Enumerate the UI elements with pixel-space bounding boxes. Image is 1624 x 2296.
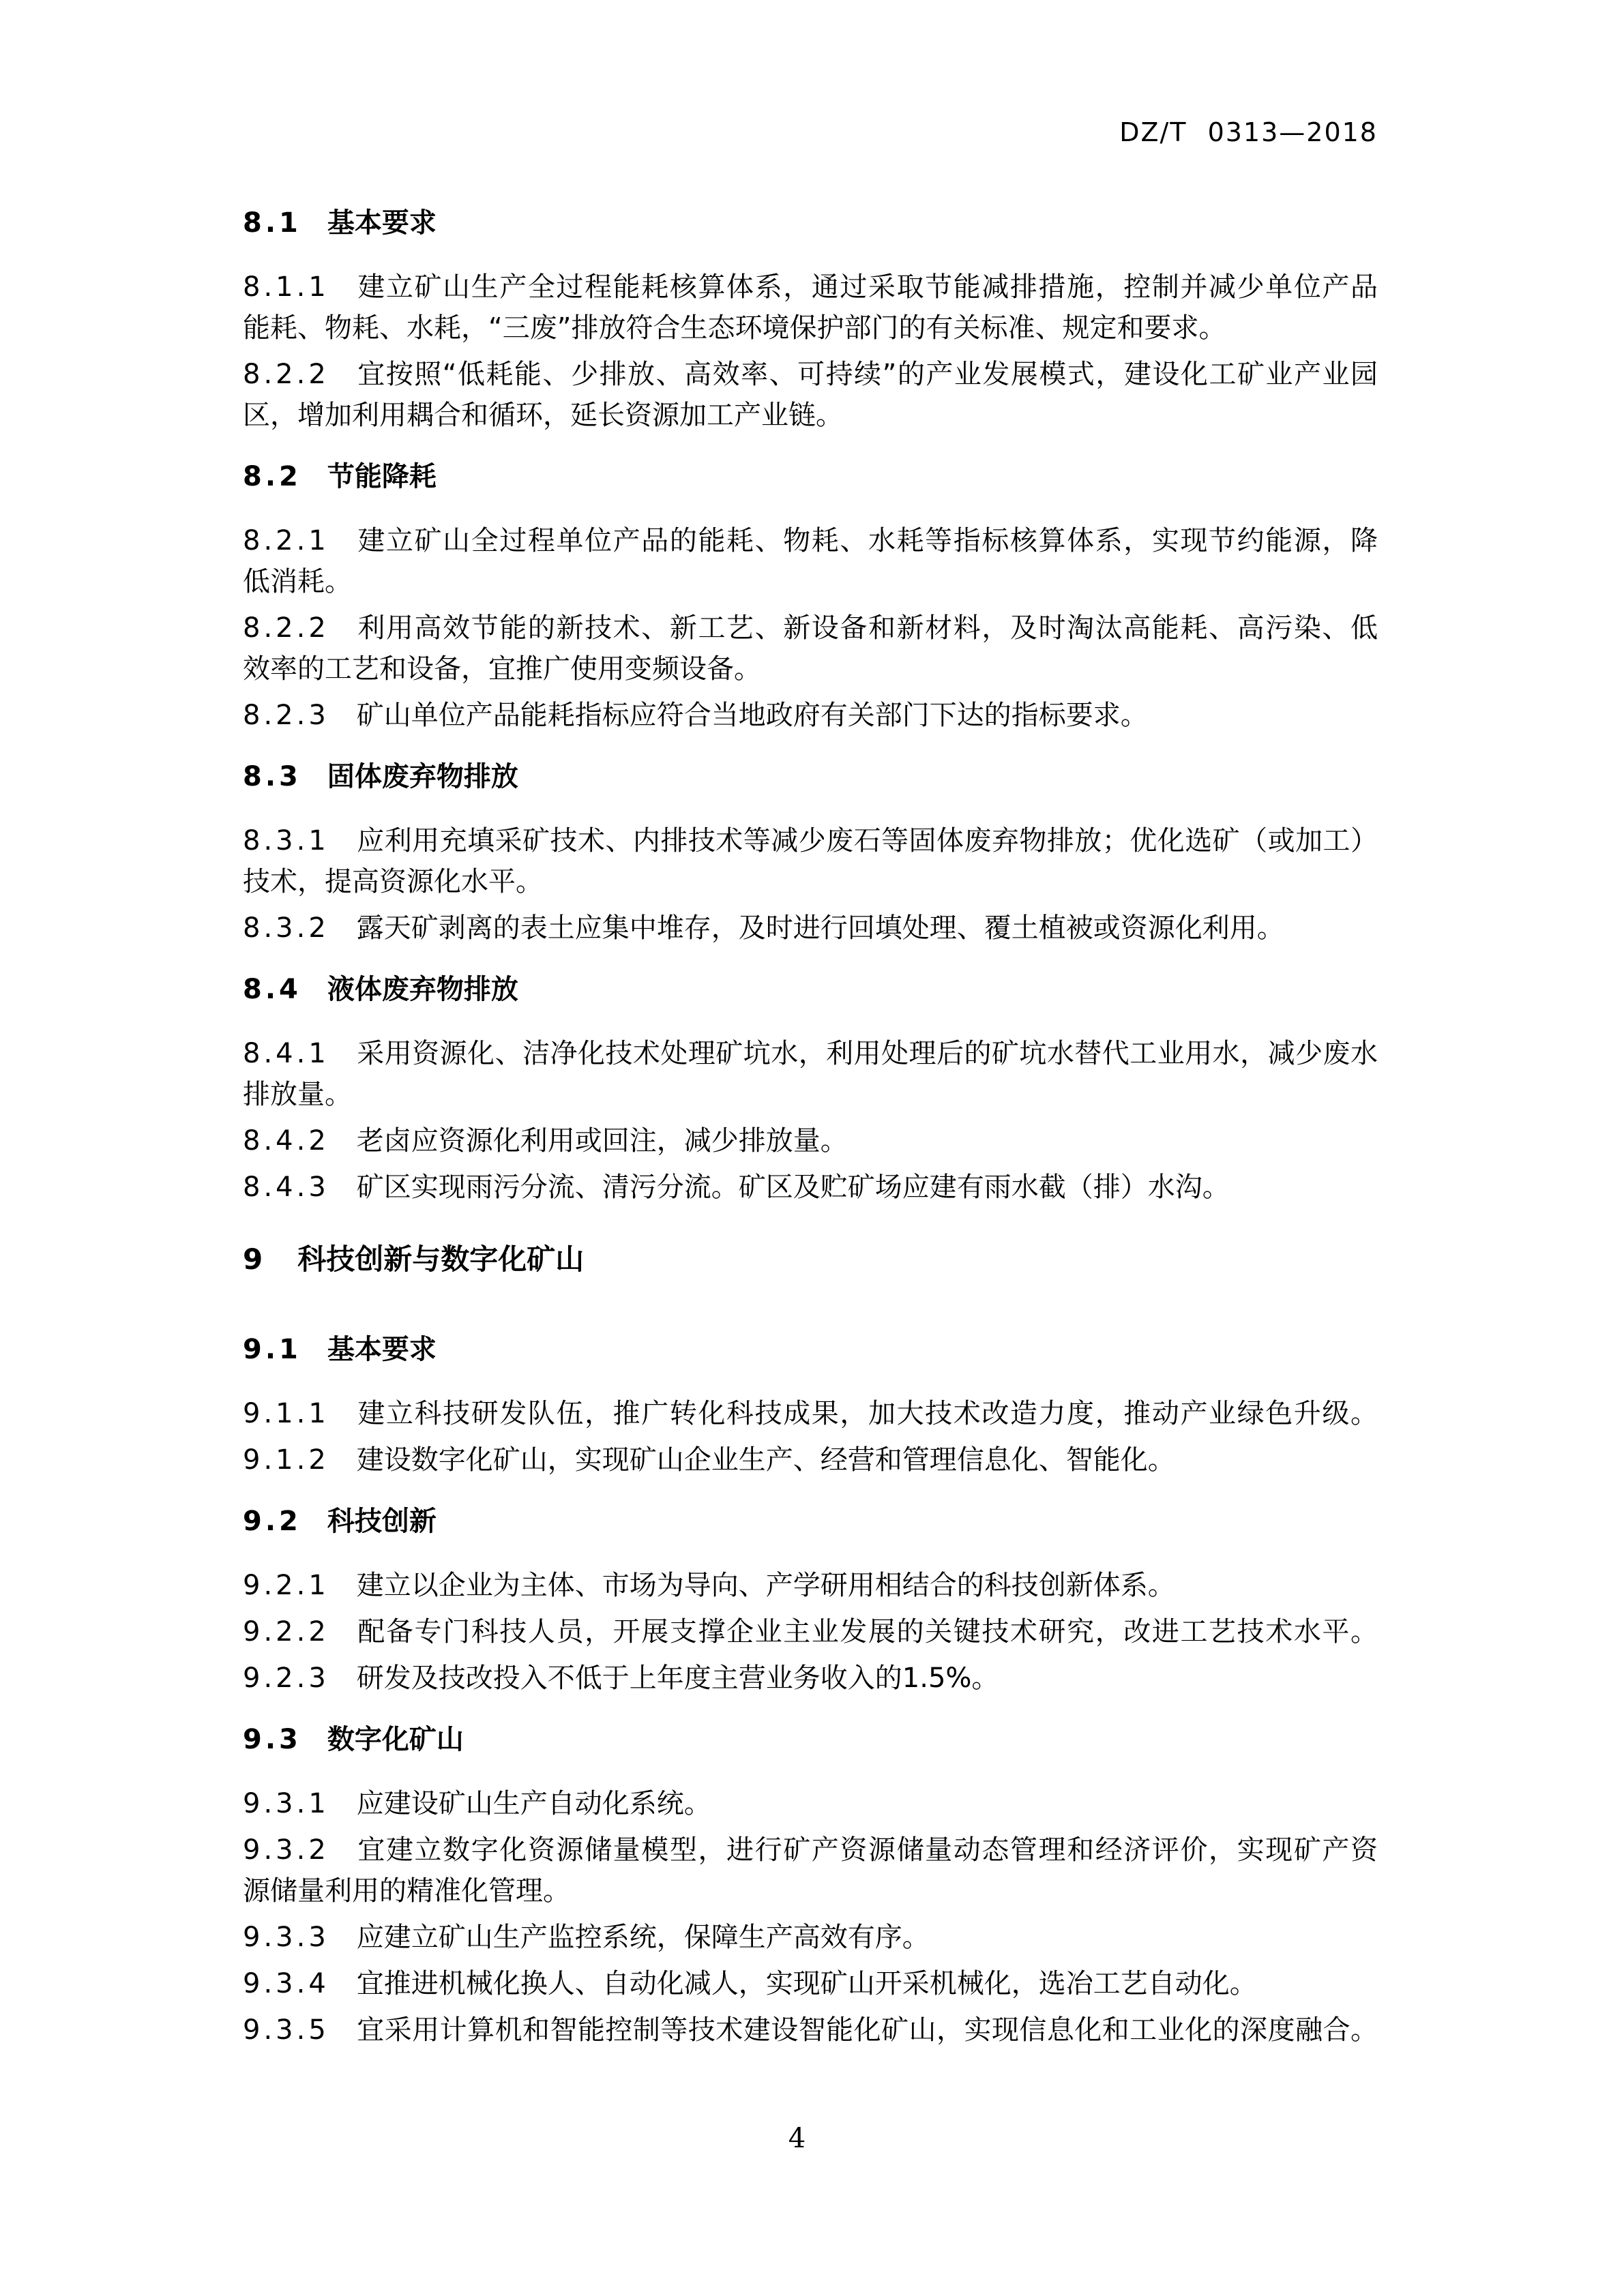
clause-9.3.1 [243, 1783, 1378, 1824]
clause-9.3.3 [243, 1917, 1378, 1958]
document-header [243, 117, 1378, 147]
heading-title: 固体废弃物排放 [327, 761, 518, 792]
clause-line: 8.2.3 矿山单位产品能耗指标应符合当地政府有关部门下达的指标要求。 [243, 700, 1148, 731]
clause-number: 8.3.2 [243, 912, 329, 944]
clause-9.2.3 [243, 1658, 1378, 1699]
clause-number: 8.4.2 [243, 1125, 329, 1157]
heading-title: 基本要求 [327, 207, 437, 239]
clause-line: 9.3.3 应建立矿山生产监控系统，保障生产高效有序。 [243, 1922, 930, 1953]
document-body [243, 207, 1378, 2056]
clause-8.3.1 [243, 820, 1378, 902]
clause-number: 8.1.1 [243, 271, 329, 303]
clause-8.2.3 [243, 695, 1378, 736]
section-heading-9.1 [243, 1333, 1378, 1366]
clause-number: 9.3.5 [243, 2014, 329, 2046]
heading-number: 8.4 [243, 974, 301, 1005]
heading-title: 科技创新与数字化矿山 [297, 1242, 585, 1276]
clause-9.1.1 [243, 1393, 1378, 1434]
clause-8.1.1 [243, 267, 1378, 348]
clause-number: 8.4.3 [243, 1172, 329, 1203]
clause-line: 8.2.2 利用高效节能的新技术、新工艺、新设备和新材料，及时淘汰高能耗、高污染、低 [243, 612, 1378, 644]
clause-number: 9.1.1 [243, 1398, 329, 1429]
section-heading-8.1 [243, 207, 1378, 239]
clause-line: 低消耗。 [243, 566, 352, 597]
clause-number: 9.1.2 [243, 1444, 329, 1476]
clause-9.3.5 [243, 2010, 1378, 2051]
clause-line: 8.3.1 应利用充填采矿技术、内排技术等减少废石等固体废弃物排放；优化选矿（或加工） [243, 825, 1378, 856]
section-heading-9.2 [243, 1505, 1378, 1538]
clause-9.3.4 [243, 1963, 1378, 2004]
clause-line: 9.3.5 宜采用计算机和智能控制等技术建设智能化矿山，实现信息化和工业化的深度融合。 [243, 2014, 1378, 2046]
clause-line: 技术，提高资源化水平。 [243, 866, 543, 897]
clause-line: 9.2.1 建立以企业为主体、市场为导向、产学研用相结合的科技创新体系。 [243, 1570, 1175, 1601]
clause-number: 9.3.4 [243, 1968, 329, 1999]
clause-line: 9.3.2 宜建立数字化资源储量模型，进行矿产资源储量动态管理和经济评价，实现矿产资 [243, 1834, 1378, 1866]
clause-number: 8.2.2 [243, 359, 329, 390]
clause-number: 8.2.3 [243, 700, 329, 731]
clause-line: 9.1.1 建立科技研发队伍，推广转化科技成果，加大技术改造力度，推动产业绿色升级。 [243, 1398, 1378, 1429]
clause-number: 9.3.2 [243, 1834, 329, 1866]
clause-9.2.2 [243, 1611, 1378, 1652]
clause-line: 8.2.1 建立矿山全过程单位产品的能耗、物耗、水耗等指标核算体系，实现节约能源，降 [243, 525, 1378, 556]
clause-line: 9.2.2 配备专门科技人员，开展支撑企业主业发展的关键技术研究，改进工艺技术水平。 [243, 1616, 1378, 1648]
clause-9.2.1 [243, 1565, 1378, 1606]
clause-8.4.3 [243, 1167, 1378, 1208]
heading-number: 8.1 [243, 207, 301, 239]
heading-title: 科技创新 [327, 1506, 437, 1537]
clause-number: 9.2.1 [243, 1570, 329, 1601]
heading-number: 9.1 [243, 1334, 301, 1365]
clause-number: 9.2.3 [243, 1663, 329, 1694]
clause-8.4.2 [243, 1120, 1378, 1161]
clause-number: 8.4.1 [243, 1038, 329, 1069]
section-heading-8.4 [243, 973, 1378, 1006]
clause-line: 8.4.1 采用资源化、洁净化技术处理矿坑水，利用处理后的矿坑水替代工业用水，减少废水 [243, 1038, 1378, 1069]
clause-9.1.2 [243, 1440, 1378, 1480]
clause-number: 9.2.2 [243, 1616, 329, 1648]
section-heading-8.3 [243, 760, 1378, 793]
clause-line: 效率的工艺和设备，宜推广使用变频设备。 [243, 653, 761, 685]
heading-title: 基本要求 [327, 1334, 437, 1365]
heading-number: 9.3 [243, 1724, 301, 1755]
clause-8.4.1 [243, 1033, 1378, 1115]
heading-number: 9 [243, 1242, 267, 1276]
clause-line: 8.4.2 老卤应资源化利用或回注，减少排放量。 [243, 1125, 848, 1157]
clause-line: 源储量利用的精准化管理。 [243, 1875, 570, 1907]
section-heading-9.3 [243, 1723, 1378, 1756]
heading-title: 节能降耗 [327, 461, 437, 492]
page-footer [0, 2122, 1594, 2155]
clause-line: 9.3.1 应建设矿山生产自动化系统。 [243, 1788, 711, 1819]
clause-number: 9.3.3 [243, 1922, 329, 1953]
clause-line: 区，增加利用耦合和循环，延长资源加工产业链。 [243, 400, 843, 431]
clause-line: 8.2.2 宜按照“低耗能、少排放、高效率、可持续”的产业发展模式，建设化工矿业产业园 [243, 359, 1378, 390]
clause-line: 能耗、物耗、水耗，“三废”排放符合生态环境保护部门的有关标准、规定和要求。 [243, 312, 1226, 344]
clause-number: 9.3.1 [243, 1788, 329, 1819]
chapter-heading-9 [243, 1240, 1378, 1279]
clause-number: 8.3.1 [243, 825, 329, 856]
clause-line: 8.3.2 露天矿剥离的表土应集中堆存，及时进行回填处理、覆土植被或资源化利用。 [243, 912, 1284, 944]
clause-8.2.2 [243, 608, 1378, 689]
clause-number: 8.2.1 [243, 525, 329, 556]
heading-number: 8.2 [243, 461, 301, 492]
clause-line: 排放量。 [243, 1079, 352, 1110]
heading-title: 数字化矿山 [327, 1724, 464, 1755]
clause-number: 8.2.2 [243, 612, 329, 644]
clause-9.3.2 [243, 1830, 1378, 1911]
clause-8.2.1 [243, 520, 1378, 602]
heading-number: 9.2 [243, 1506, 301, 1537]
clause-line: 8.1.1 建立矿山生产全过程能耗核算体系，通过采取节能减排措施，控制并减少单位产品 [243, 271, 1378, 303]
clause-line: 9.2.3 研发及技改投入不低于上年度主营业务收入的1.5%。 [243, 1663, 999, 1694]
page-number: 4 [788, 2123, 806, 2154]
heading-number: 8.3 [243, 761, 301, 792]
clause-8.3.2 [243, 908, 1378, 949]
section-heading-8.2 [243, 460, 1378, 493]
clause-line: 9.3.4 宜推进机械化换人、自动化减人，实现矿山开采机械化，选冶工艺自动化。 [243, 1968, 1257, 1999]
clause-line: 8.4.3 矿区实现雨污分流、清污分流。矿区及贮矿场应建有雨水截（排）水沟。 [243, 1172, 1230, 1203]
heading-title: 液体废弃物排放 [327, 974, 518, 1005]
clause-line: 9.1.2 建设数字化矿山，实现矿山企业生产、经营和管理信息化、智能化。 [243, 1444, 1175, 1476]
clause-8.2.2 [243, 354, 1378, 436]
standard-number: DZ/T 0313—2018 [1119, 117, 1378, 147]
